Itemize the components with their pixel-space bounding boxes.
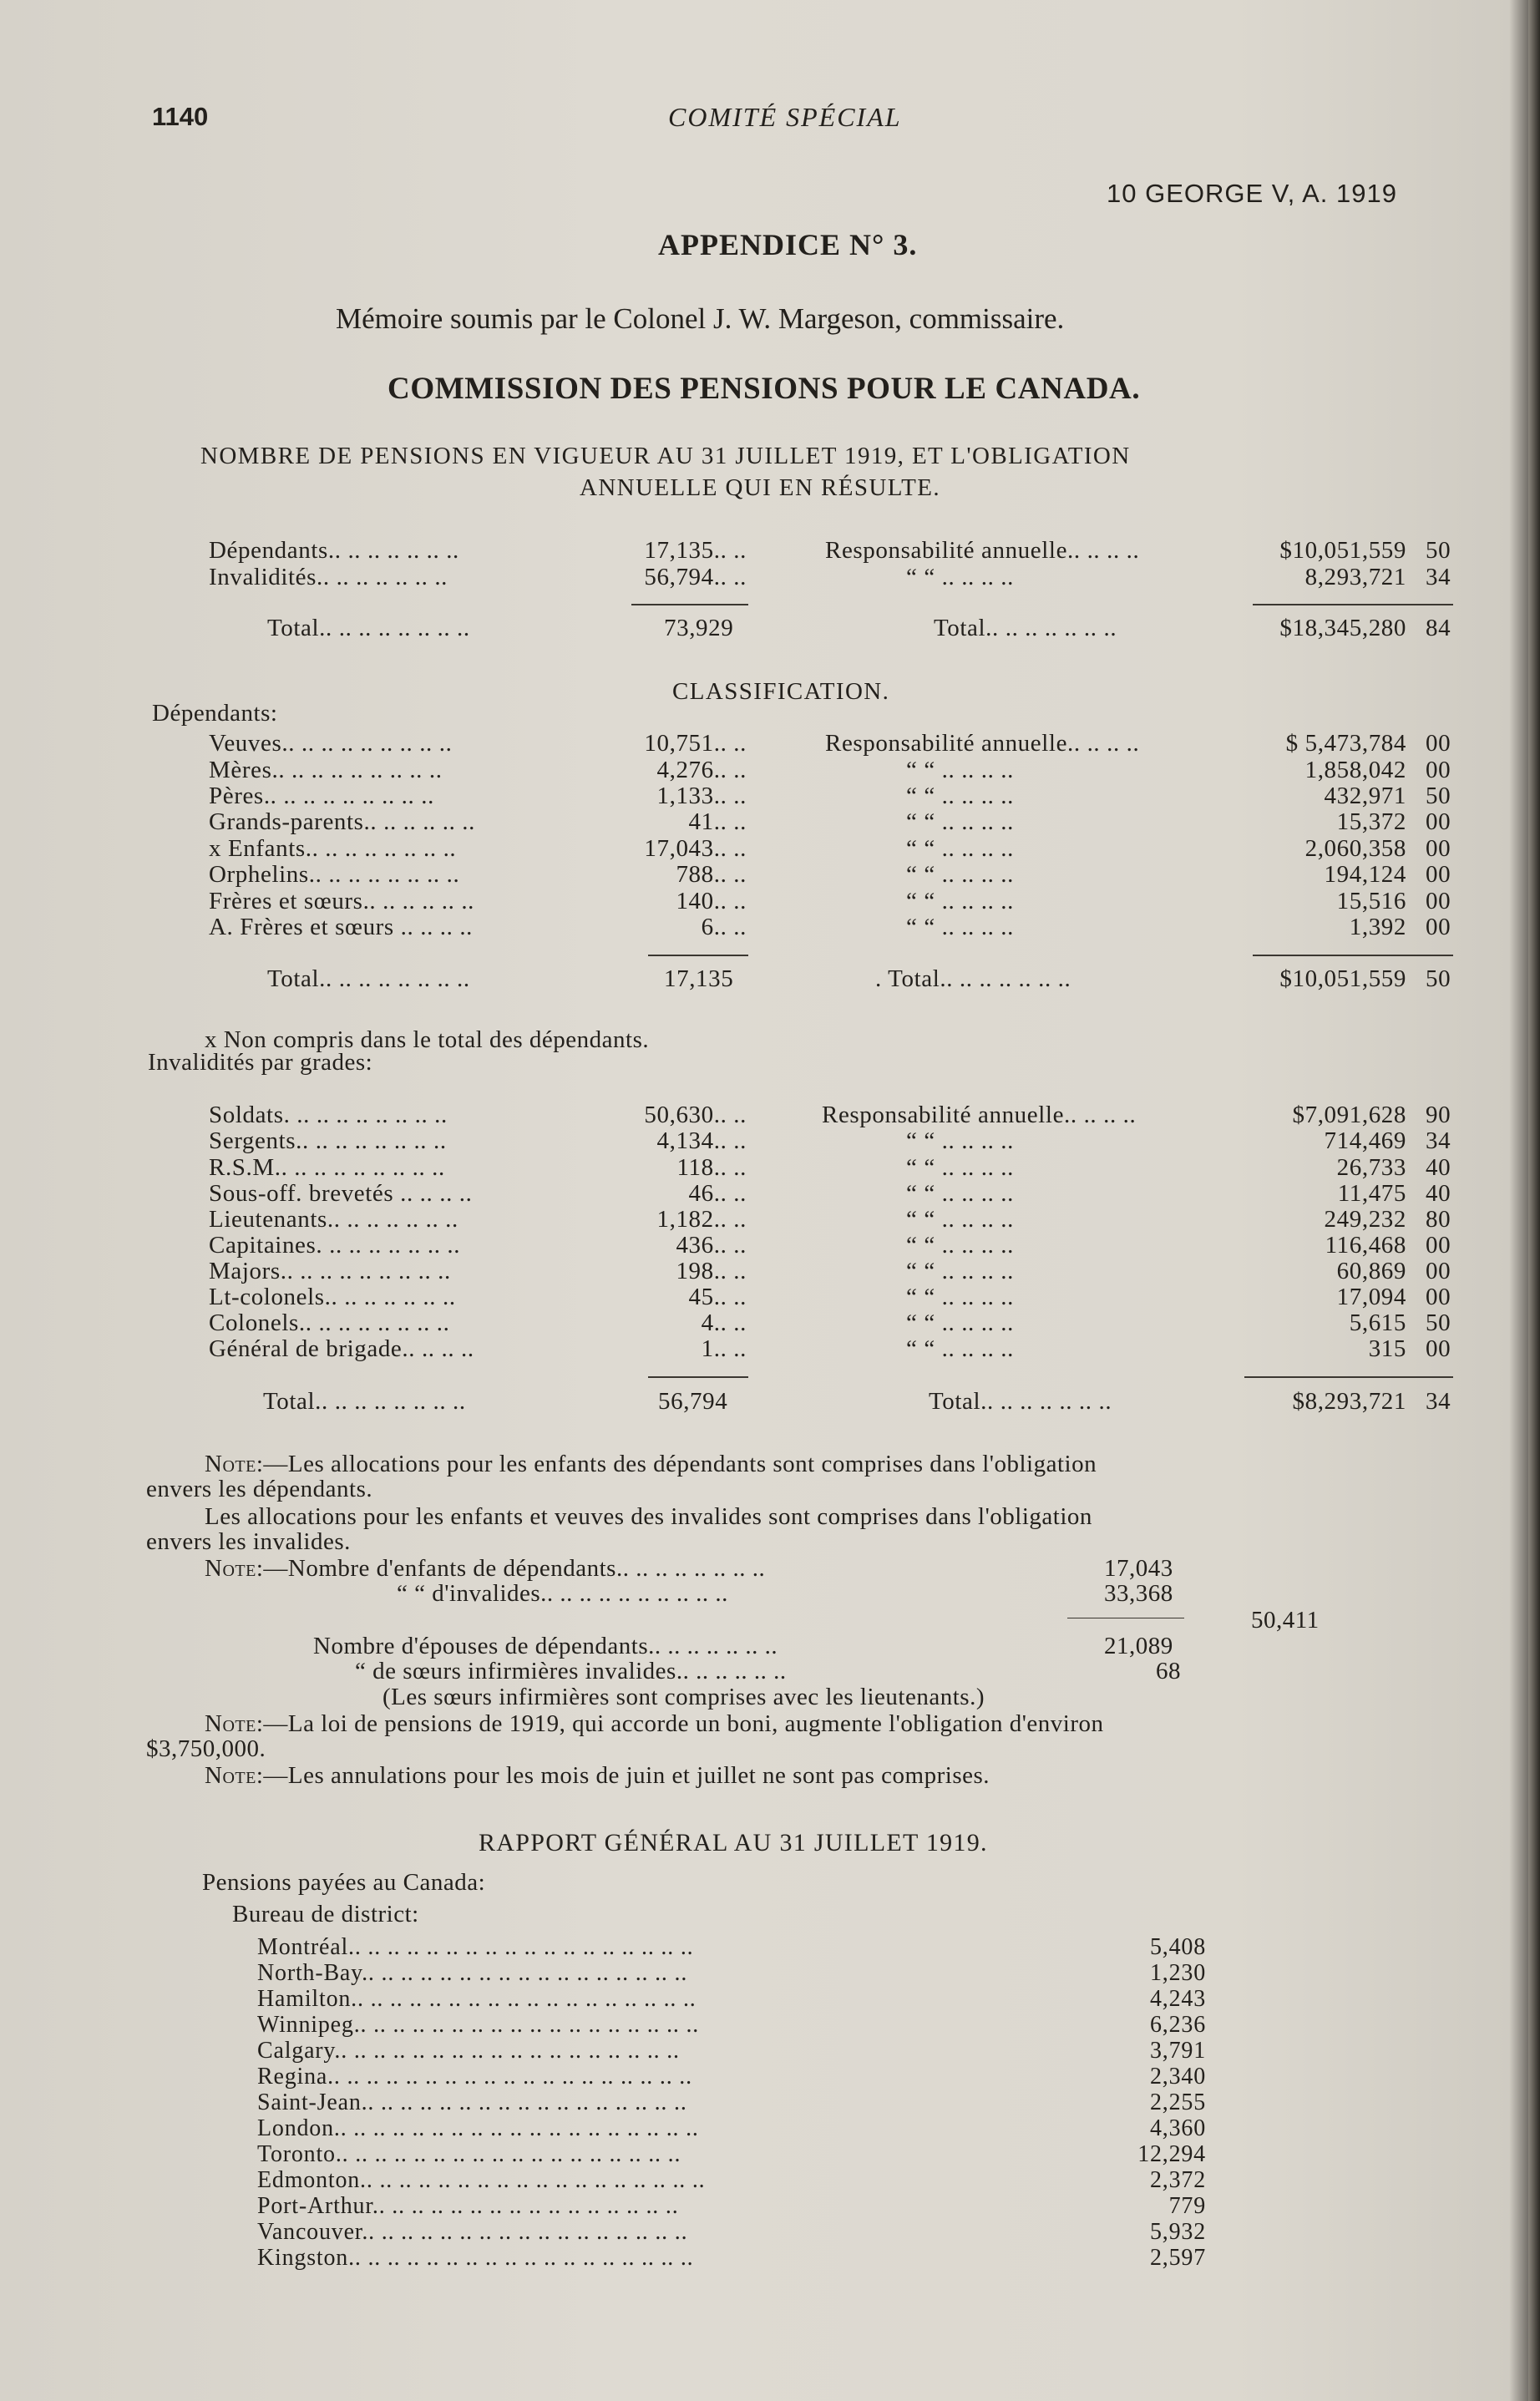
row-cents: 00 [1426, 1258, 1451, 1284]
district-name: North-Bay.. .. .. .. .. .. .. .. .. .. .. .. .. .. .. .. .. [257, 1960, 688, 1986]
spouses-value: 21,089 [1104, 1633, 1173, 1659]
note-lead: Note [205, 1710, 256, 1737]
note-para-2-line-2: envers les invalides. [146, 1528, 351, 1555]
row-count: 118.. .. [676, 1154, 747, 1181]
district-name: London.. .. .. .. .. .. .. .. .. .. .. .. .. .. .. .. .. .. .. [257, 2115, 699, 2141]
row-dollars: 8,293,721 [1304, 564, 1406, 590]
district-name: Calgary.. .. .. .. .. .. .. .. .. .. .. .. .. .. .. .. .. .. [257, 2038, 680, 2064]
list-item [0, 1934, 1540, 1960]
row-count: 56,794.. .. [644, 564, 747, 590]
district-name: Port-Arthur.. .. .. .. .. .. .. .. .. .. .. .. .. .. .. .. [257, 2193, 679, 2219]
district-name: Vancouver.. .. .. .. .. .. .. .. .. .. .. .. .. .. .. .. .. [257, 2219, 688, 2245]
row-resp: “ “ .. .. .. .. [906, 1206, 1014, 1233]
row-count: 436.. .. [676, 1232, 747, 1259]
row-count: 1.. .. [701, 1335, 747, 1362]
table-row [0, 914, 1540, 940]
row-count: 17,043.. .. [644, 835, 747, 862]
row-dollars: 1,858,042 [1304, 757, 1406, 783]
row-cents: 34 [1426, 564, 1451, 590]
list-item [0, 2245, 1540, 2271]
table-row [0, 808, 1540, 835]
note-text: :—Les annulations pour les mois de juin et juillet ne sont pas comprises. [256, 1762, 990, 1789]
row-resp: “ “ .. .. .. .. [906, 783, 1014, 809]
row-label: x Enfants.. .. .. .. .. .. .. .. [209, 835, 457, 862]
district-name: Edmonton.. .. .. .. .. .. .. .. .. .. .. .. .. .. .. .. .. .. [257, 2167, 706, 2193]
row-label: Orphelins.. .. .. .. .. .. .. .. [209, 861, 460, 888]
row-resp: Responsabilité annuelle.. .. .. .. [825, 537, 1140, 564]
list-item [0, 1960, 1540, 1986]
table-row [0, 888, 1540, 914]
list-item [0, 1986, 1540, 2012]
row-resp: “ “ .. .. .. .. [906, 1258, 1014, 1284]
row-resp: “ “ .. .. .. .. [906, 914, 1014, 940]
district-name: Hamilton.. .. .. .. .. .. .. .. .. .. .. .. .. .. .. .. .. .. [257, 1986, 697, 2012]
row-count: 46.. .. [688, 1180, 747, 1207]
table-row [0, 1206, 1540, 1233]
row-resp: “ “ .. .. .. .. [906, 1232, 1014, 1259]
row-dollars: 17,094 [1336, 1284, 1406, 1310]
table-row [0, 1232, 1540, 1259]
row-count: 1,182.. .. [656, 1206, 747, 1233]
table-row [0, 1154, 1540, 1181]
table-row [0, 1335, 1540, 1362]
row-dollars: 26,733 [1336, 1154, 1406, 1181]
row-cents: 40 [1426, 1154, 1451, 1181]
row-resp: Responsabilité annuelle.. .. .. .. [825, 730, 1140, 757]
total-count: 73,929 [664, 615, 734, 641]
row-dollars: 15,372 [1336, 808, 1406, 835]
rule [631, 604, 748, 605]
row-count: 1,133.. .. [656, 783, 747, 809]
page-number: 1140 [152, 102, 209, 131]
district-name: Kingston.. .. .. .. .. .. .. .. .. .. .. .. .. .. .. .. .. .. [257, 2245, 694, 2271]
rule [648, 1376, 748, 1378]
total-dollars: $8,293,721 [1292, 1388, 1406, 1415]
nurses-line: “ de sœurs infirmières invalides.. .. .. .. .. .. [355, 1658, 787, 1684]
total-cents: 50 [1426, 965, 1451, 992]
list-item [0, 2167, 1540, 2193]
row-dollars: 315 [1368, 1335, 1406, 1362]
row-dollars: 714,469 [1324, 1127, 1406, 1154]
district-value: 12,294 [1137, 2141, 1206, 2167]
district-value: 2,597 [1150, 2245, 1206, 2271]
district-name: Montréal.. .. .. .. .. .. .. .. .. .. .. .. .. .. .. .. .. .. [257, 1934, 694, 1960]
district-name: Regina.. .. .. .. .. .. .. .. .. .. .. .. .. .. .. .. .. .. .. [257, 2064, 692, 2089]
rule [1253, 955, 1453, 956]
row-count: 45.. .. [688, 1284, 747, 1310]
note-lead: Note [205, 1451, 256, 1477]
row-cents: 50 [1426, 1309, 1451, 1336]
row-count: 140.. .. [676, 888, 747, 914]
row-count: 17,135.. .. [644, 537, 747, 564]
district-value: 2,255 [1150, 2089, 1206, 2115]
session-label: 10 GEORGE V, A. 1919 [1107, 179, 1397, 208]
row-label: Pères.. .. .. .. .. .. .. .. .. [209, 783, 434, 809]
footnote-x: x Non compris dans le total des dépendants. [205, 1026, 650, 1053]
row-label: Veuves.. .. .. .. .. .. .. .. .. [209, 730, 453, 757]
district-name: Winnipeg.. .. .. .. .. .. .. .. .. .. .. .. .. .. .. .. .. .. [257, 2012, 700, 2038]
subtitle-line-2: ANNUELLE QUI EN RÉSULTE. [580, 474, 941, 501]
table-row [0, 861, 1540, 888]
table-row [0, 1258, 1540, 1284]
note-lead: Note [205, 1762, 256, 1789]
row-cents: 00 [1426, 1335, 1451, 1362]
table-row [0, 1127, 1540, 1154]
row-label: Capitaines. .. .. .. .. .. .. .. [209, 1232, 461, 1259]
list-item [0, 2038, 1540, 2064]
row-cents: 00 [1426, 1232, 1451, 1259]
sum-value: 50,411 [1251, 1607, 1320, 1634]
district-value: 779 [1168, 2193, 1206, 2219]
row-label: Frères et sœurs.. .. .. .. .. .. [209, 888, 475, 914]
row-label: Lieutenants.. .. .. .. .. .. .. [209, 1206, 458, 1233]
total-right-label: . Total.. .. .. .. .. .. .. [875, 965, 1071, 992]
row-count: 788.. .. [676, 861, 747, 888]
row-cents: 50 [1426, 783, 1451, 809]
row-label: Mères.. .. .. .. .. .. .. .. .. [209, 757, 443, 783]
note-2-line [205, 1555, 765, 1583]
report-sub-1: Pensions payées au Canada: [202, 1869, 486, 1896]
row-count: 10,751.. .. [644, 730, 747, 757]
district-value: 3,791 [1150, 2038, 1206, 2064]
row-label: Dépendants.. .. .. .. .. .. .. [209, 537, 459, 564]
row-dollars: $10,051,559 [1279, 537, 1406, 564]
row-resp: “ “ .. .. .. .. [906, 1154, 1014, 1181]
row-dollars: 60,869 [1336, 1258, 1406, 1284]
appendix-title: APPENDICE N° 3. [658, 228, 918, 261]
list-item [0, 2141, 1540, 2167]
row-resp: “ “ .. .. .. .. [906, 1335, 1014, 1362]
row-label: Lt-colonels.. .. .. .. .. .. .. [209, 1284, 456, 1310]
row-dollars: 11,475 [1337, 1180, 1406, 1207]
row-count: 50,630.. .. [644, 1102, 747, 1128]
row-cents: 00 [1426, 888, 1451, 914]
row-dollars: 1,392 [1349, 914, 1406, 940]
row-dollars: $7,091,628 [1292, 1102, 1406, 1128]
district-value: 4,360 [1150, 2115, 1206, 2141]
rule [1244, 1376, 1453, 1378]
row-dollars: 249,232 [1324, 1206, 1406, 1233]
list-item [0, 2115, 1540, 2141]
summary-row [0, 564, 1540, 590]
row-label: R.S.M.. .. .. .. .. .. .. .. .. [209, 1154, 445, 1181]
row-cents: 50 [1426, 537, 1451, 564]
row-label: Invalidités.. .. .. .. .. .. .. [209, 564, 448, 590]
row-dollars: $ 5,473,784 [1285, 730, 1406, 757]
spouses-line: Nombre d'épouses de dépendants.. .. .. .. .. .. .. [313, 1633, 778, 1659]
row-resp: “ “ .. .. .. .. [906, 1309, 1014, 1336]
summary-row [0, 537, 1540, 564]
row-count: 4.. .. [701, 1309, 747, 1336]
note-para-2-line-1: Les allocations pour les enfants et veuves des invalides sont comprises dans l'obligation [205, 1503, 1092, 1530]
note-1-line-1 [205, 1451, 1097, 1478]
summary-total-row [0, 615, 1540, 641]
rule [648, 955, 748, 956]
district-value: 6,236 [1150, 2012, 1206, 2038]
row-label: Sous-off. brevetés .. .. .. .. [209, 1180, 473, 1207]
row-dollars: 194,124 [1324, 861, 1406, 888]
row-cents: 00 [1426, 1284, 1451, 1310]
district-value: 2,340 [1150, 2064, 1206, 2089]
row-label: A. Frères et sœurs .. .. .. .. [209, 914, 474, 940]
total-count: 56,794 [658, 1388, 728, 1415]
row-dollars: 432,971 [1324, 783, 1406, 809]
list-item [0, 2012, 1540, 2038]
table-row [0, 835, 1540, 862]
table-row [0, 1180, 1540, 1207]
row-cents: 00 [1426, 835, 1451, 862]
note-4-line [205, 1762, 990, 1790]
note-3-line-2: $3,750,000. [146, 1735, 266, 1762]
row-count: 4,134.. .. [656, 1127, 747, 1154]
classification-heading: CLASSIFICATION. [672, 678, 890, 705]
total-dollars: $10,051,559 [1279, 965, 1406, 992]
row-resp: “ “ .. .. .. .. [906, 1180, 1014, 1207]
row-count: 198.. .. [676, 1258, 747, 1284]
note-3-line-1 [205, 1710, 1104, 1738]
row-resp: Responsabilité annuelle.. .. .. .. [822, 1102, 1137, 1128]
row-label: Grands-parents.. .. .. .. .. .. [209, 808, 476, 835]
district-value: 5,932 [1150, 2219, 1206, 2245]
row-cents: 40 [1426, 1180, 1451, 1207]
total-label: Total.. .. .. .. .. .. .. .. [263, 1388, 466, 1415]
row-dollars: 15,516 [1336, 888, 1406, 914]
commission-title: COMMISSION DES PENSIONS POUR LE CANADA. [388, 372, 1141, 406]
total-label: Total.. .. .. .. .. .. .. .. [267, 965, 470, 992]
row-cents: 80 [1426, 1206, 1451, 1233]
row-label: Colonels.. .. .. .. .. .. .. .. [209, 1309, 450, 1336]
note-lead: Note [205, 1555, 256, 1582]
row-label: Général de brigade.. .. .. .. [209, 1335, 474, 1362]
note-text: :—Nombre d'enfants de dépendants.. .. .. .. .. .. .. .. [256, 1555, 766, 1582]
nurses-paren: (Les sœurs infirmières sont comprises avec les lieutenants.) [382, 1684, 985, 1710]
row-cents: 00 [1426, 730, 1451, 757]
row-cents: 00 [1426, 861, 1451, 888]
row-resp: “ “ .. .. .. .. [906, 808, 1014, 835]
ditto-value: 33,368 [1104, 1580, 1173, 1607]
nurses-value: 68 [1156, 1658, 1181, 1684]
row-resp: “ “ .. .. .. .. [906, 564, 1014, 590]
district-name: Saint-Jean.. .. .. .. .. .. .. .. .. .. .. .. .. .. .. .. .. [257, 2089, 687, 2115]
note-text: :—La loi de pensions de 1919, qui accorde un boni, augmente l'obligation d'environ [256, 1710, 1104, 1737]
row-cents: 90 [1426, 1102, 1451, 1128]
report-heading: RAPPORT GÉNÉRAL AU 31 JUILLET 1919. [479, 1829, 988, 1856]
total-dollars: $18,345,280 [1279, 615, 1406, 641]
list-item [0, 2193, 1540, 2219]
subtitle-line-1: NOMBRE DE PENSIONS EN VIGUEUR AU 31 JUILLET 1919, ET L'OBLIGATION [200, 443, 1131, 469]
row-cents: 34 [1426, 1127, 1451, 1154]
list-item [0, 2089, 1540, 2115]
row-resp: “ “ .. .. .. .. [906, 1284, 1014, 1310]
district-value: 1,230 [1150, 1960, 1206, 1986]
district-value: 5,408 [1150, 1934, 1206, 1960]
row-count: 4,276.. .. [656, 757, 747, 783]
report-sub-2: Bureau de district: [232, 1901, 419, 1927]
row-label: Sergents.. .. .. .. .. .. .. .. [209, 1127, 447, 1154]
table-row [0, 757, 1540, 783]
row-dollars: 5,615 [1349, 1309, 1406, 1336]
row-cents: 00 [1426, 757, 1451, 783]
memo-line: Mémoire soumis par le Colonel J. W. Margeson, commissaire. [336, 302, 1065, 335]
total-cents: 34 [1426, 1388, 1451, 1415]
rule [1253, 604, 1453, 605]
district-value: 4,243 [1150, 1986, 1206, 2012]
row-count: 6.. .. [701, 914, 747, 940]
row-resp: “ “ .. .. .. .. [906, 888, 1014, 914]
row-count: 41.. .. [688, 808, 747, 835]
district-value: 2,372 [1150, 2167, 1206, 2193]
note-1-line-2: envers les dépendants. [146, 1476, 373, 1502]
list-item [0, 2064, 1540, 2089]
note-2-value: 17,043 [1104, 1555, 1173, 1582]
table-row [0, 783, 1540, 809]
classification-total-row [0, 965, 1540, 992]
table-row [0, 1102, 1540, 1128]
running-title: COMITÉ SPÉCIAL [668, 102, 902, 132]
table-row [0, 730, 1540, 757]
row-resp: “ “ .. .. .. .. [906, 1127, 1014, 1154]
row-resp: “ “ .. .. .. .. [906, 835, 1014, 862]
grades-total-row [0, 1388, 1540, 1415]
district-name: Toronto.. .. .. .. .. .. .. .. .. .. .. .. .. .. .. .. .. .. [257, 2141, 681, 2167]
row-label: Soldats. .. .. .. .. .. .. .. .. [209, 1102, 448, 1128]
table-row [0, 1309, 1540, 1336]
row-cents: 00 [1426, 914, 1451, 940]
ditto-line: “ “ d'invalides.. .. .. .. .. .. .. .. .. .. [397, 1580, 728, 1607]
dependants-label: Dépendants: [152, 700, 278, 727]
row-dollars: 116,468 [1325, 1232, 1406, 1259]
total-right-label: Total.. .. .. .. .. .. .. [934, 615, 1117, 641]
total-right-label: Total.. .. .. .. .. .. .. [929, 1388, 1112, 1415]
total-label: Total.. .. .. .. .. .. .. .. [267, 615, 470, 641]
list-item [0, 2219, 1540, 2245]
row-resp: “ “ .. .. .. .. [906, 861, 1014, 888]
note-text: :—Les allocations pour les enfants des dépendants sont comprises dans l'obligation [256, 1451, 1097, 1477]
total-count: 17,135 [664, 965, 734, 992]
row-label: Majors.. .. .. .. .. .. .. .. .. [209, 1258, 451, 1284]
table-row [0, 1284, 1540, 1310]
total-cents: 84 [1426, 615, 1451, 641]
row-resp: “ “ .. .. .. .. [906, 757, 1014, 783]
row-cents: 00 [1426, 808, 1451, 835]
grades-label: Invalidités par grades: [148, 1049, 373, 1076]
row-dollars: 2,060,358 [1304, 835, 1406, 862]
